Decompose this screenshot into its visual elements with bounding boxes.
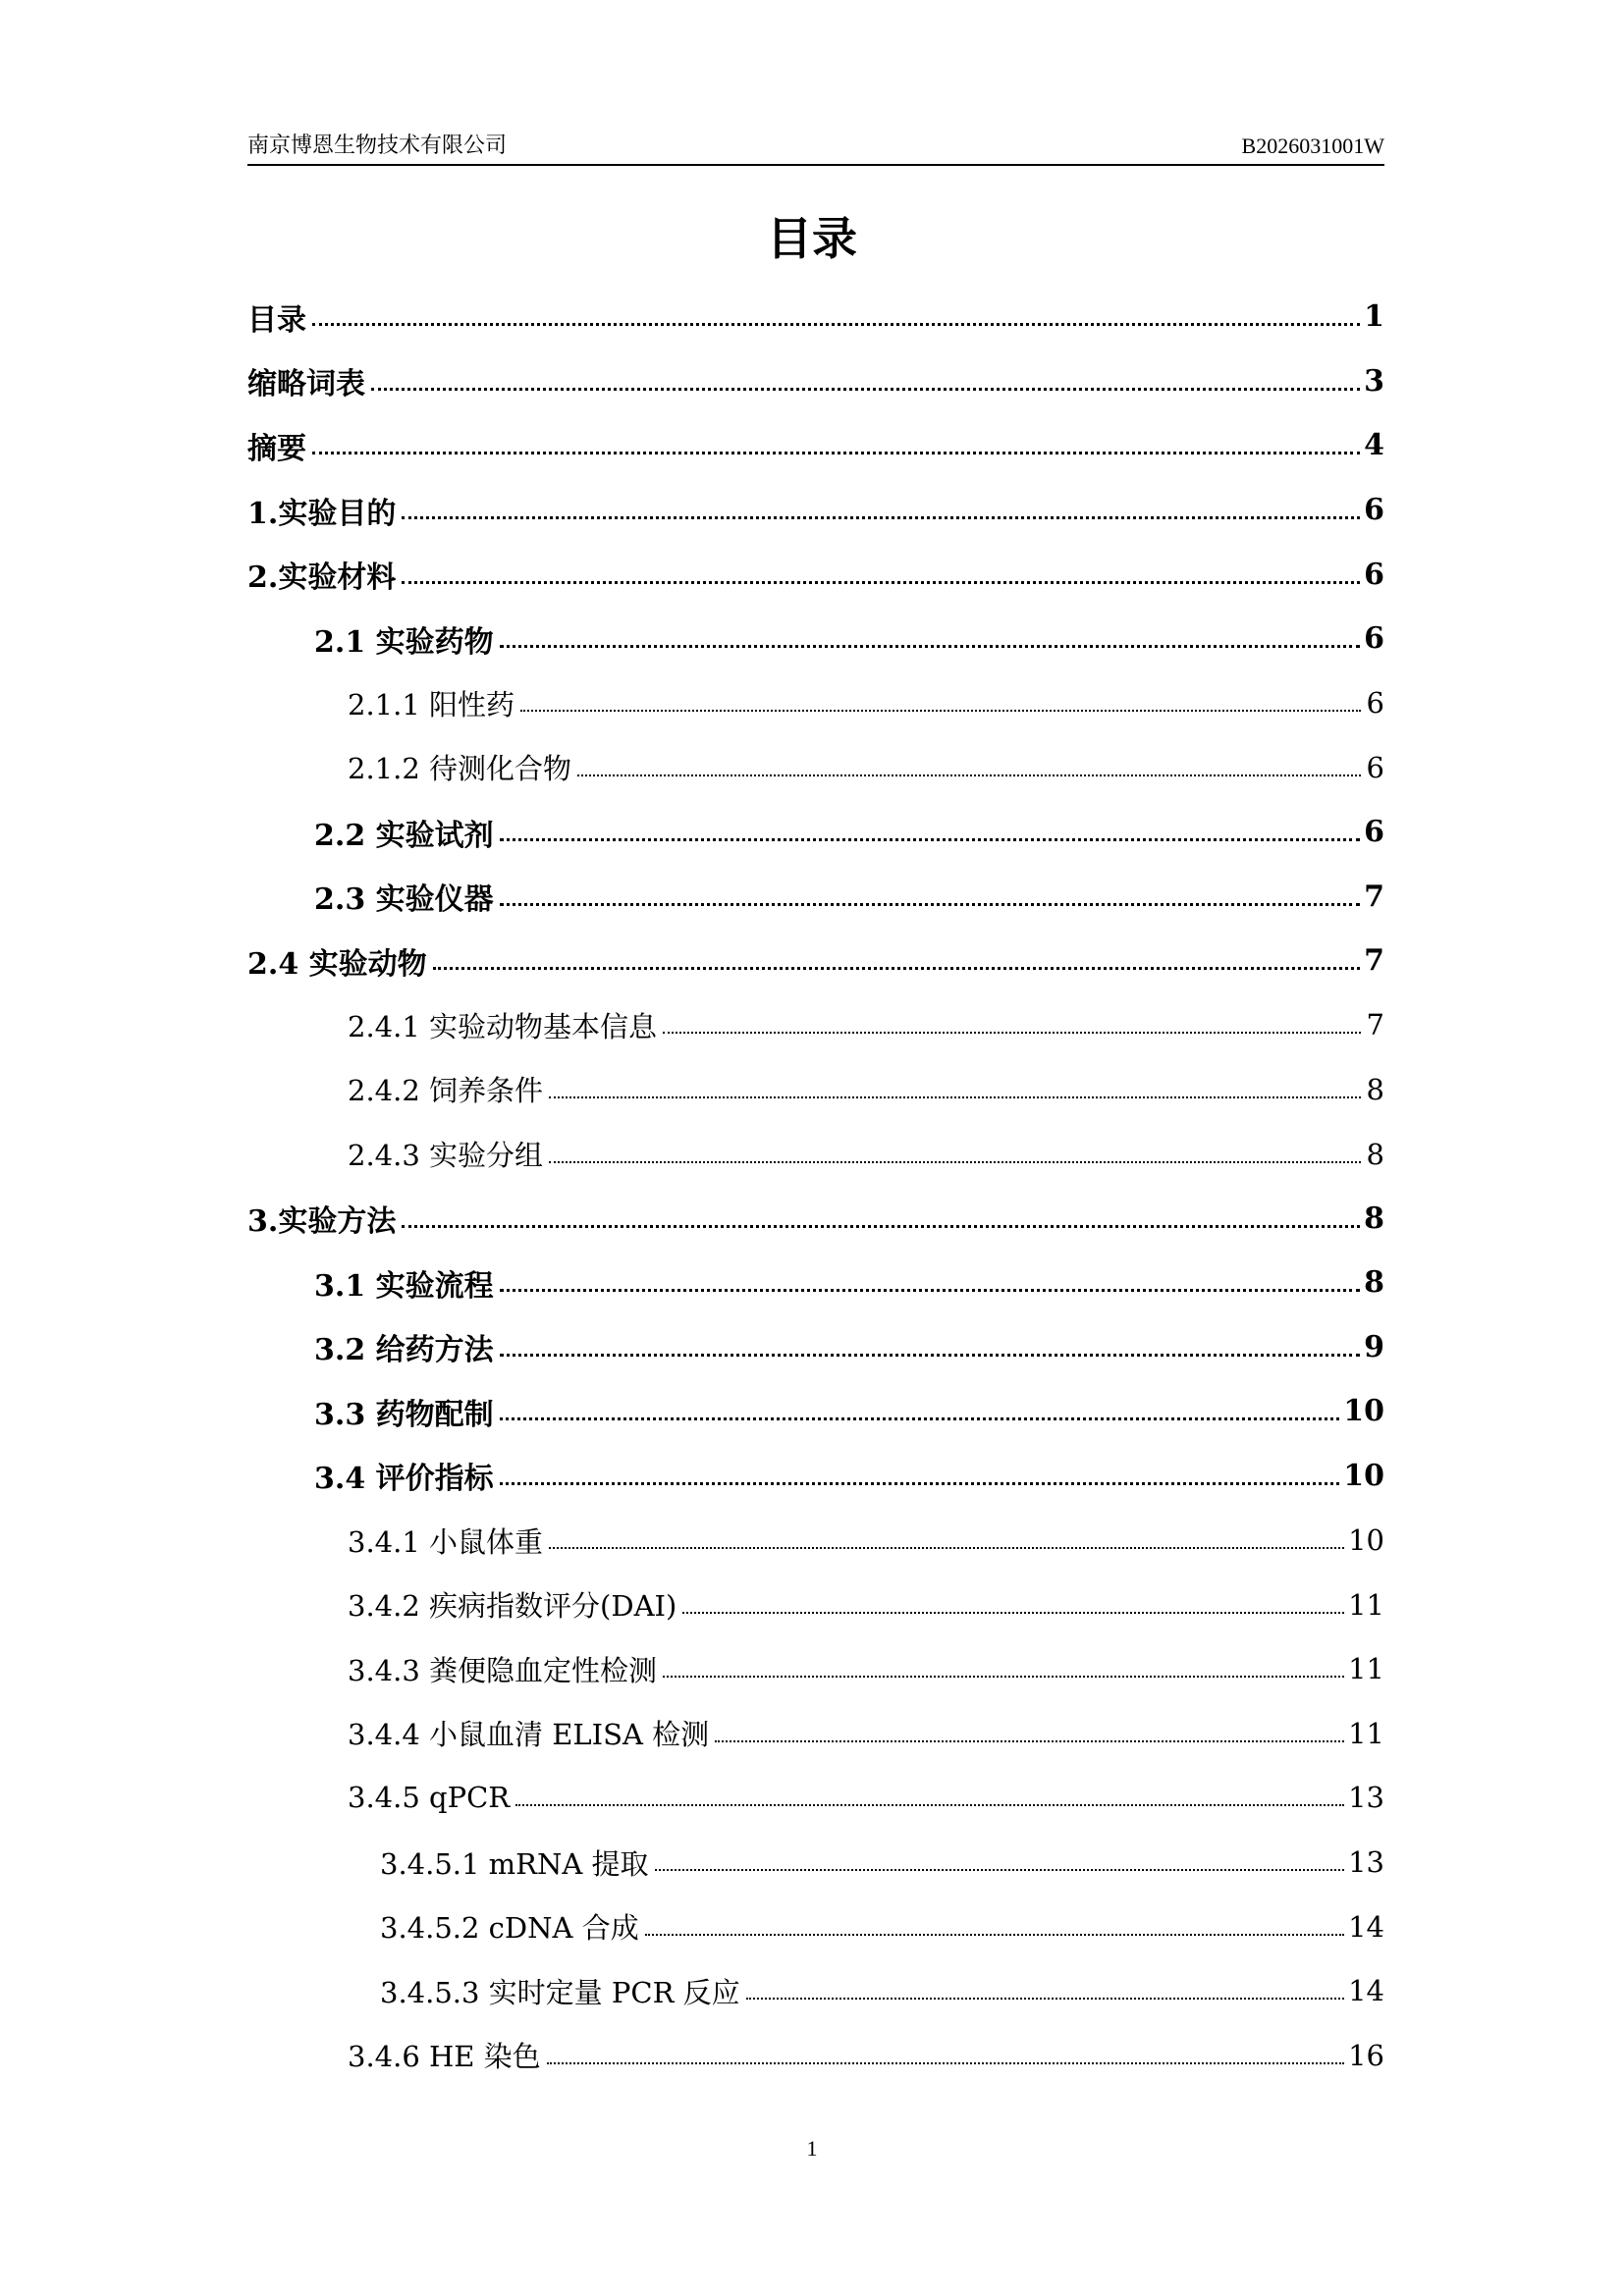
toc-entry[interactable] <box>247 1830 1384 1895</box>
page-title: 目录 <box>767 212 857 265</box>
toc-dot-leader <box>500 903 1360 906</box>
toc-dot-leader <box>402 581 1360 584</box>
toc-dot-leader <box>520 710 1361 712</box>
toc-dot-leader <box>547 2062 1344 2064</box>
toc-dot-leader <box>549 1547 1344 1549</box>
toc-entry-page: 4 <box>1364 428 1384 463</box>
toc-entry-label: 2.1.1 阳性药 <box>348 687 515 721</box>
toc-dot-leader <box>682 1612 1344 1614</box>
toc-entry[interactable] <box>247 1766 1384 1831</box>
toc-entry-page: 8 <box>1366 1072 1384 1106</box>
toc-entry-page: 7 <box>1366 1008 1384 1042</box>
toc-entry[interactable] <box>247 349 1384 414</box>
toc-entry-page: 6 <box>1364 621 1384 657</box>
toc-entry-label: 2.4.1 实验动物基本信息 <box>348 1009 658 1043</box>
toc-entry[interactable] <box>247 1508 1384 1573</box>
toc-entry-label: 2.4 实验动物 <box>247 946 427 982</box>
toc-dot-leader <box>500 1354 1360 1357</box>
toc-entry[interactable] <box>247 413 1384 478</box>
toc-entry-label: 3.3 药物配制 <box>314 1397 494 1432</box>
toc-entry[interactable] <box>247 607 1384 671</box>
toc-dot-leader <box>715 1740 1344 1742</box>
toc-dot-leader <box>746 1998 1344 2000</box>
toc-entry-label: 1.实验目的 <box>247 496 397 531</box>
toc-entry-page: 11 <box>1348 1716 1384 1750</box>
toc-dot-leader <box>402 516 1360 519</box>
toc-entry[interactable] <box>247 1379 1384 1444</box>
toc-entry[interactable] <box>247 800 1384 865</box>
toc-entry-label: 3.4 评价指标 <box>314 1462 494 1497</box>
toc-entry-label: 3.4.3 粪便隐血定性检测 <box>348 1653 658 1687</box>
toc-entry-page: 6 <box>1364 815 1384 850</box>
toc-entry-label: 3.4.5.1 mRNA 提取 <box>380 1846 649 1881</box>
toc-dot-leader <box>645 1934 1344 1936</box>
toc-entry-page: 1 <box>1364 299 1384 335</box>
toc-entry-page: 10 <box>1348 1523 1384 1558</box>
toc-entry[interactable] <box>247 1895 1384 1959</box>
toc-entry[interactable] <box>247 864 1384 929</box>
toc-dot-leader <box>500 645 1360 648</box>
toc-entry-label: 3.4.5.2 cDNA 合成 <box>380 1911 639 1946</box>
toc-entry-page: 7 <box>1364 943 1384 979</box>
toc-dot-leader <box>549 1096 1361 1098</box>
table-of-contents <box>247 285 1384 2088</box>
toc-entry[interactable] <box>247 1186 1384 1251</box>
toc-entry-page: 11 <box>1348 1587 1384 1622</box>
toc-entry-label: 3.4.4 小鼠血清 ELISA 检测 <box>348 1718 710 1752</box>
toc-entry[interactable] <box>247 1444 1384 1509</box>
toc-entry-label: 3.4.6 HE 染色 <box>348 2040 541 2074</box>
toc-entry-label: 目录 <box>247 302 306 338</box>
toc-entry-label: 3.2 给药方法 <box>314 1333 494 1368</box>
toc-dot-leader <box>549 1161 1361 1163</box>
toc-entry[interactable] <box>247 1701 1384 1766</box>
toc-entry-label: 摘要 <box>247 431 306 466</box>
toc-entry[interactable] <box>247 671 1384 736</box>
toc-entry-page: 7 <box>1364 879 1384 914</box>
toc-entry-label: 2.1 实验药物 <box>314 624 494 660</box>
toc-entry-label: 3.4.5.3 实时定量 PCR 反应 <box>380 1975 740 2009</box>
toc-entry-label: 3.4.5 qPCR <box>348 1781 511 1815</box>
toc-entry-page: 8 <box>1364 1201 1384 1236</box>
toc-entry[interactable] <box>247 1573 1384 1637</box>
toc-entry-page: 13 <box>1348 1781 1384 1815</box>
toc-entry-page: 11 <box>1348 1652 1384 1686</box>
toc-entry[interactable] <box>247 1122 1384 1187</box>
toc-dot-leader <box>500 1289 1360 1292</box>
toc-dot-leader <box>663 1676 1344 1678</box>
toc-entry[interactable] <box>247 929 1384 993</box>
toc-dot-leader <box>371 388 1360 391</box>
toc-entry-label: 2.1.2 待测化合物 <box>348 752 572 786</box>
toc-dot-leader <box>500 838 1360 841</box>
toc-entry[interactable] <box>247 285 1384 349</box>
toc-entry[interactable] <box>247 1057 1384 1122</box>
toc-entry-label: 3.实验方法 <box>247 1204 397 1240</box>
toc-dot-leader <box>577 774 1361 776</box>
toc-entry-page: 3 <box>1364 363 1384 399</box>
toc-dot-leader <box>515 1804 1344 1806</box>
toc-dot-leader <box>402 1225 1360 1228</box>
toc-entry-label: 2.2 实验试剂 <box>314 818 494 853</box>
toc-entry-page: 8 <box>1364 1265 1384 1301</box>
toc-dot-leader <box>663 1032 1361 1034</box>
toc-dot-leader <box>312 452 1360 454</box>
header-company: 南京博恩生物技术有限公司 <box>247 133 508 158</box>
toc-entry-label: 2.4.2 饲养条件 <box>348 1074 544 1108</box>
toc-entry-label: 3.1 实验流程 <box>314 1268 494 1304</box>
toc-entry[interactable] <box>247 1636 1384 1701</box>
toc-entry-page: 9 <box>1364 1329 1384 1364</box>
toc-entry-page: 8 <box>1366 1137 1384 1171</box>
toc-entry-page: 14 <box>1348 1974 1384 2008</box>
toc-entry-page: 10 <box>1343 1394 1384 1429</box>
toc-entry-label: 缩略词表 <box>247 367 365 402</box>
toc-entry-label: 2.4.3 实验分组 <box>348 1139 544 1173</box>
toc-entry-page: 10 <box>1343 1458 1384 1493</box>
header-doc-id: B2026031001W <box>1241 133 1384 158</box>
toc-entry-page: 13 <box>1348 1845 1384 1880</box>
toc-entry-label: 2.实验材料 <box>247 561 397 596</box>
toc-entry[interactable] <box>247 478 1384 543</box>
toc-entry[interactable] <box>247 735 1384 800</box>
toc-entry-label: 3.4.2 疾病指数评分(DAI) <box>348 1589 677 1624</box>
toc-entry-page: 16 <box>1348 2038 1384 2072</box>
toc-entry[interactable] <box>247 2023 1384 2088</box>
toc-entry-page: 6 <box>1364 557 1384 592</box>
toc-entry-page: 6 <box>1366 750 1384 784</box>
toc-entry-page: 6 <box>1364 493 1384 528</box>
toc-dot-leader <box>655 1869 1345 1871</box>
toc-entry[interactable] <box>247 993 1384 1058</box>
toc-dot-leader <box>500 1417 1340 1420</box>
toc-entry[interactable] <box>247 1958 1384 2023</box>
page-header <box>247 131 1384 166</box>
toc-entry[interactable] <box>247 1315 1384 1380</box>
toc-entry[interactable] <box>247 542 1384 607</box>
page-number: 1 <box>806 2136 818 2161</box>
toc-entry[interactable] <box>247 1251 1384 1315</box>
toc-entry-page: 14 <box>1348 1909 1384 1944</box>
toc-dot-leader <box>312 323 1360 326</box>
toc-dot-leader <box>500 1482 1340 1485</box>
toc-entry-label: 2.3 实验仪器 <box>314 882 494 918</box>
toc-entry-page: 6 <box>1366 686 1384 721</box>
toc-entry-label: 3.4.1 小鼠体重 <box>348 1524 544 1559</box>
toc-dot-leader <box>433 967 1360 970</box>
